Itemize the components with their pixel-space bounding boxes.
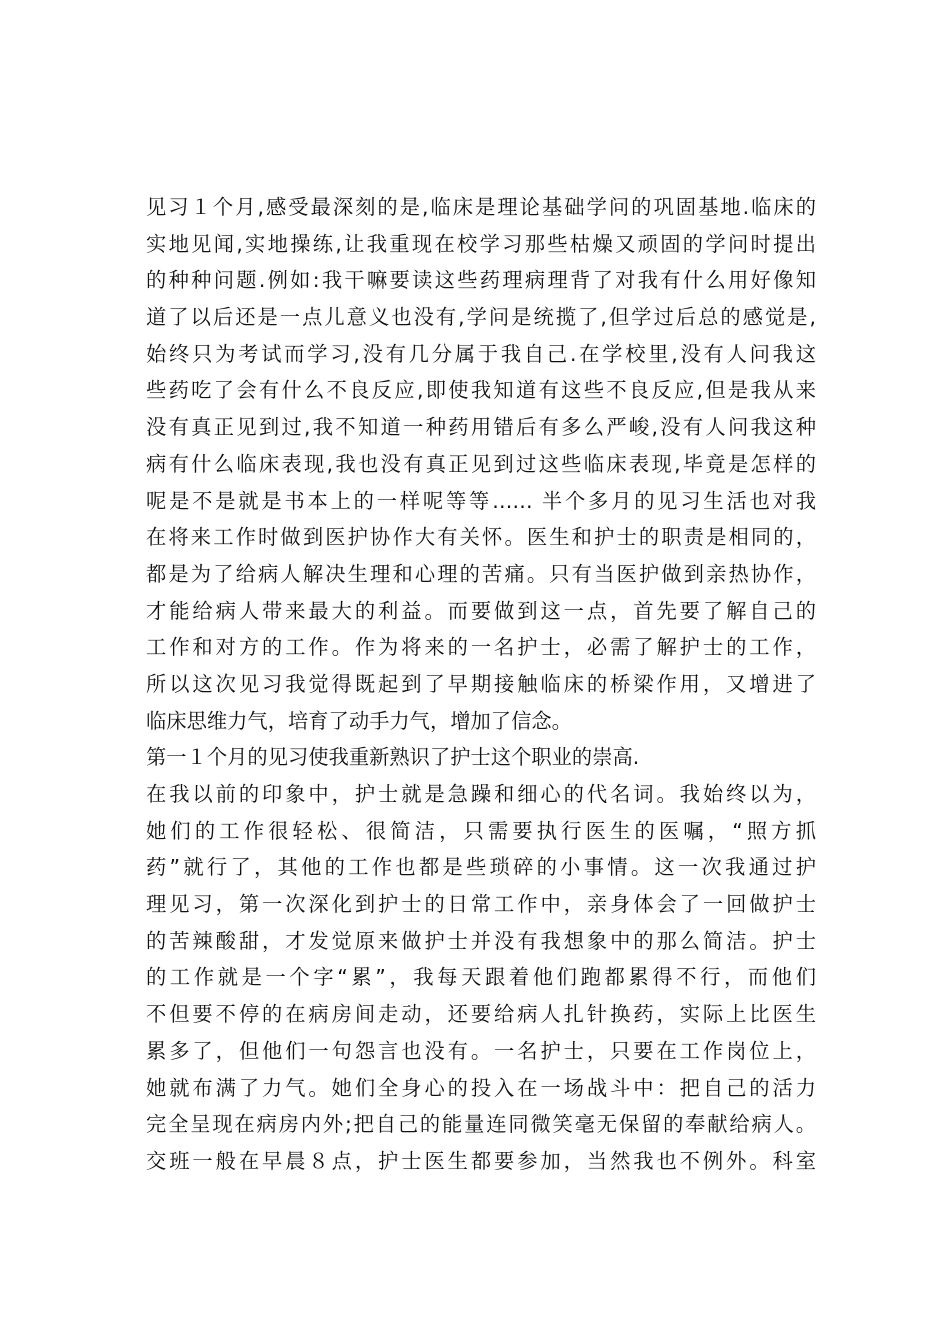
paragraph-2 [146,739,816,776]
text-line: 才能给病人带来最大的利益。而要做到这一点，首先要了解自己的 [146,598,816,623]
text-line: 的苦辣酸甜，才发觉原来做护士并没有我想象中的那么简洁。护士 [146,928,816,953]
text-line: 的工作就是一个字“累”，我每天跟着他们跑都累得不行，而他们 [146,965,816,990]
text-line: 见习１个月,感受最深刻的是,临床是理论基础学问的巩固基地.临床的 [146,195,816,219]
text-line: 道了以后还是一点儿意义也没有,学问是统揽了,但学过后总的感觉是, [146,305,816,330]
text-line: 她就布满了力气。她们全身心的投入在一场战斗中：把自己的活力 [146,1075,816,1100]
text-line: 理见习，第一次深化到护士的日常工作中，亲身体会了一回做护士 [146,892,816,917]
text-line: 第一１个月的见习使我重新熟识了护士这个职业的崇高. [146,745,640,770]
text-line: 所以这次见习我觉得既起到了早期接触临床的桥梁作用，又增进了 [146,671,816,696]
text-line: 不但要不停的在病房间走动，还要给病人扎针换药，实际上比医生 [146,1002,816,1027]
text-line: 累多了，但他们一句怨言也没有。一名护士，只要在工作岗位上， [146,1038,816,1063]
text-line: 呢是不是就是书本上的一样呢等等…… 半个多月的见习生活也对我 [146,488,816,513]
text-line: 工作和对方的工作。作为将来的一名护士，必需了解护士的工作， [146,635,816,660]
text-line: 没有真正见到过,我不知道一种药用错后有多么严峻,没有人问我这种 [146,415,816,440]
text-line: 完全呈现在病房内外;把自己的能量连同微笑毫无保留的奉献给病人。 [146,1112,816,1137]
text-line: 临床思维力气，培育了动手力气，增加了信念。 [146,708,572,733]
text-line: 她们的工作很轻松、很简洁，只需要执行医生的医嘱，“照方抓 [146,818,816,843]
document-body [146,189,816,1180]
text-line: 的种种问题.例如:我干嘛要读这些药理病理背了对我有什么用好像知 [146,268,816,293]
text-line: 病有什么临床表现,我也没有真正见到过这些临床表现,毕竟是怎样的 [146,451,816,476]
text-line: 在我以前的印象中，护士就是急躁和细心的代名词。我始终以为， [146,782,816,806]
text-line: 交班一般在早晨８点，护士医生都要参加，当然我也不例外。科室 [146,1148,816,1173]
text-line: 在将来工作时做到医护协作大有关怀。医生和护士的职责是相同的， [146,525,816,550]
paragraph-3 [146,776,816,1180]
text-line: 些药吃了会有什么不良反应,即使我知道有这些不良反应,但是我从来 [146,378,816,403]
text-line: 始终只为考试而学习,没有几分属于我自己.在学校里,没有人问我这 [146,341,816,366]
text-line: 都是为了给病人解决生理和心理的苦痛。只有当医护做到亲热协作， [146,561,816,586]
paragraph-1 [146,189,816,739]
text-line: 药”就行了，其他的工作也都是些琐碎的小事情。这一次我通过护 [146,855,816,880]
text-line: 实地见闻,实地操练,让我重现在校学习那些枯燥又顽固的学问时提出 [146,231,816,256]
